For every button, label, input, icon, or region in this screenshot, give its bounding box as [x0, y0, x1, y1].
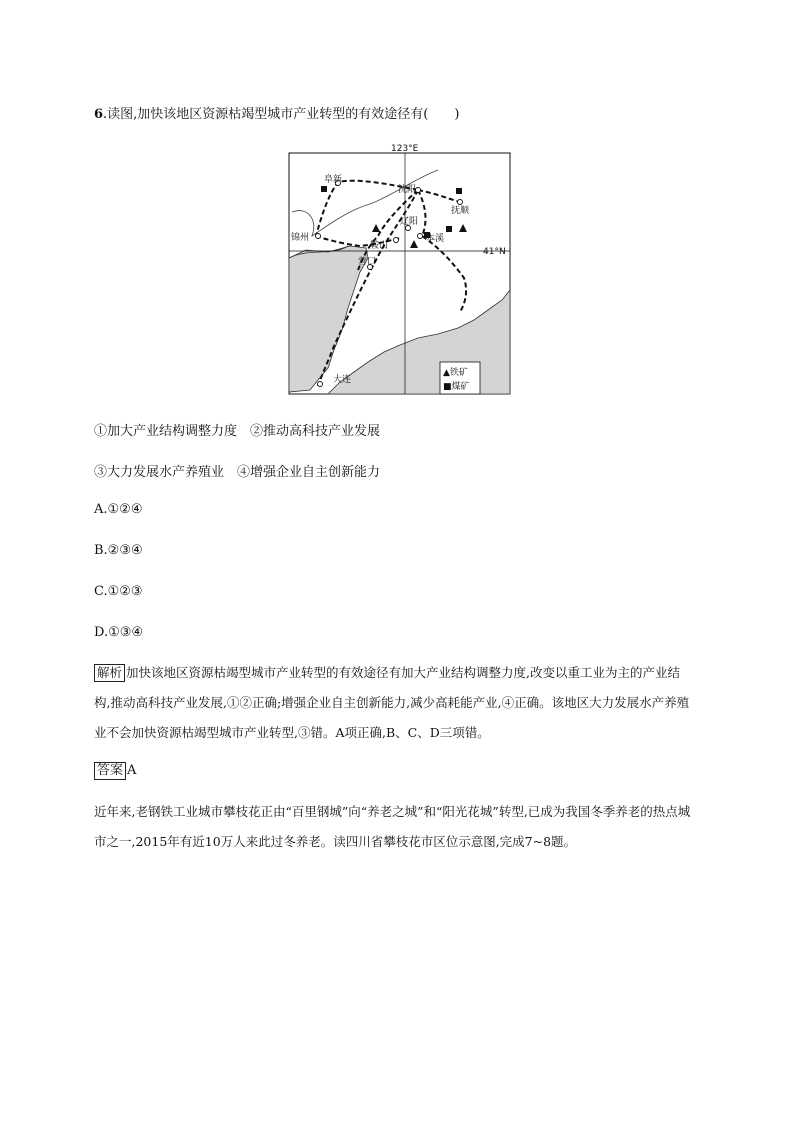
- city-benxi-marker: [418, 234, 423, 239]
- city-jinzhou-marker: [316, 234, 321, 239]
- statements-line-1: ①加大产业结构调整力度 ②推动高科技产业发展: [94, 424, 381, 439]
- option-a[interactable]: A.①②④: [94, 502, 143, 517]
- next-question-intro: 近年来,老钢铁工业城市攀枝花正由“百里钢城”向“养老之城”和“阳光花城”转型,已成为我国冬季养老的热点城市之一,2015年有近10万人来此过冬养老。读四川省攀枝花市区位示意图,完成7~8题。: [94, 804, 691, 849]
- city-label-shenyang: 沈阳: [398, 185, 417, 195]
- option-b[interactable]: B.②③④: [94, 543, 143, 558]
- city-label-fuxin: 阜新: [324, 175, 343, 185]
- option-c[interactable]: C.①②③: [94, 584, 143, 599]
- coal-symbol: [446, 226, 452, 232]
- option-d[interactable]: D.①③④: [94, 625, 144, 640]
- latitude-label: 41°N: [483, 247, 506, 257]
- city-anshan-marker: [394, 238, 399, 243]
- city-shenyang-marker: [416, 188, 421, 193]
- analysis-section: [94, 658, 694, 748]
- liaoning-map: [288, 140, 512, 396]
- analysis-text: 加快该地区资源枯竭型城市产业转型的有效途径有加大产业结构调整力度,改变以重工业为主的产业结构,推动高科技产业发展,①②正确;增强企业自主创新能力,减少高耗能产业,④正确。该地区大力发展水产养殖业不会加快资源枯竭型城市产业转型,③错。A项正确,B、C、D三项错。: [94, 665, 690, 740]
- question-number: 6: [94, 107, 104, 122]
- legend-iron: ▲铁矿: [443, 368, 468, 378]
- question-6: [94, 103, 459, 122]
- statements-line-2: ③大力发展水产养殖业 ④增强企业自主创新能力: [94, 465, 381, 480]
- city-dalian-marker: [318, 382, 323, 387]
- city-fushun-marker: [458, 200, 463, 205]
- answer-value: A: [127, 763, 137, 778]
- city-label-liaoyang: 辽阳: [400, 217, 419, 227]
- city-label-benxi: 本溪: [426, 234, 445, 244]
- city-label-anshan: 鞍山: [370, 241, 389, 251]
- coal-symbol: [456, 188, 462, 194]
- answer-label: 答案: [94, 762, 126, 780]
- answer-section: [94, 762, 136, 780]
- question-text: .读图,加快该地区资源枯竭型城市产业转型的有效途径有( ): [103, 107, 460, 122]
- longitude-label: 123°E: [391, 144, 419, 154]
- coal-symbol: [321, 186, 327, 192]
- city-label-dalian: 大连: [333, 375, 352, 385]
- city-label-yingkou: 营口: [358, 257, 377, 267]
- legend-coal: ■煤矿: [443, 382, 470, 392]
- city-label-fushun: 抚顺: [451, 206, 470, 216]
- city-label-jinzhou: 锦州: [291, 233, 310, 243]
- analysis-label: 解析: [94, 664, 125, 682]
